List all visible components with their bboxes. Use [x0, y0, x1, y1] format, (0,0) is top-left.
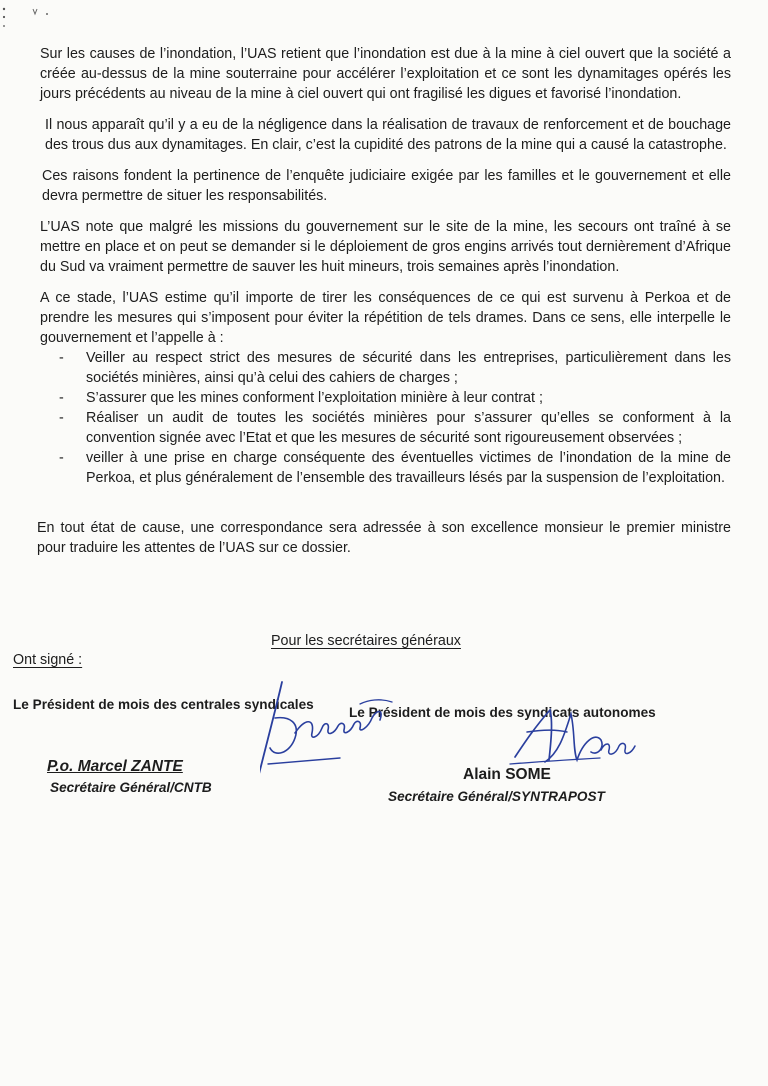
signed-label: Ont signé :: [13, 652, 83, 668]
for-secretaries-line: Pour les secrétaires généraux: [271, 633, 461, 649]
paragraph-closing: En tout état de cause, une correspondance sera adressée à son excellence monsieur le premier ministre pour traduire les attentes de l’UAS sur ce dossier.: [37, 520, 731, 556]
bullet-dash: -: [59, 450, 64, 466]
left-signer-role: Secrétaire Général/CNTB: [50, 780, 212, 795]
list-item: [59, 348, 731, 388]
right-signatory-title: [349, 705, 656, 720]
left-handwritten-signature: [260, 678, 410, 788]
paragraph-flood-causes: Sur les causes de l’inondation, l’UAS retient que l’inondation est due à la mine à ciel ouvert que la société a créée au-dessus de la mine souterraine pour accélérer l’exploitation et ce sont les dynamitages opérés les jours précédents au niveau de la mine à ciel ouvert qui ont fragilisé les digues et favorisé l’inondation.: [40, 46, 731, 102]
list-item-text: Veiller au respect strict des mesures de sécurité dans les entreprises, particulièrement dans les sociétés minières, ainsi qu’à celui des cahiers de charges ;: [86, 350, 731, 386]
list-item-text: veiller à une prise en charge conséquente des éventuelles victimes de l’inondation de la mine de Perkoa, et plus généralement de l’ensemble des travailleurs lésés par la suspension de l’exploitation.: [86, 450, 731, 486]
bullet-dash: -: [59, 390, 64, 406]
list-item: [59, 448, 731, 488]
right-signer-role: Secrétaire Général/SYNTRAPOST: [388, 789, 605, 804]
scan-specks: [0, 0, 60, 30]
left-president-title: Le Président de mois des centrales syndicales: [13, 697, 314, 712]
bullet-dash: -: [59, 350, 64, 366]
paragraph-demands-intro: A ce stade, l’UAS estime qu’il importe de tirer les conséquences de ce qui est survenu à Perkoa et de prendre les mesures qui s’imposent pour éviter la répétition de tels drames. Dans ce sens, elle interpelle le gouvernement et l’appelle à :: [40, 290, 731, 346]
paragraph-rescue-delay: L’UAS note que malgré les missions du gouvernement sur le site de la mine, les secours ont traîné à se mettre en place et on peut se demander si le déploiement de gros engins arrivés tout dernièrement d’Afrique du Sud va vraiment permettre de sauver les huit mineurs, trois semaines après l’inondation.: [40, 219, 731, 275]
demands-list: [37, 348, 731, 488]
paragraph-judicial-inquiry: Ces raisons fondent la pertinence de l’enquête judiciaire exigée par les familles et le gouvernement et elle devra permettre de situer les responsabilités.: [42, 168, 731, 204]
bullet-dash: -: [59, 410, 64, 426]
paragraph-negligence: Il nous apparaît qu’il y a eu de la négligence dans la réalisation de travaux de renforcement et de bouchage des trous dus aux dynamitages. En clair, c’est la cupidité des patrons de la mine qui a causé la catastrophe.: [45, 117, 731, 153]
left-signer-name: P.o. Marcel ZANTE: [47, 758, 183, 775]
right-president-title: Le Président de mois des syndicats autonomes: [349, 705, 656, 720]
list-item: [59, 388, 731, 408]
list-item: [59, 408, 731, 448]
letter-body: [37, 44, 731, 558]
left-signatory-title: [13, 697, 314, 712]
list-item-text: S’assurer que les mines conforment l’exploitation minière à leur contrat ;: [86, 390, 543, 406]
right-signer-name: Alain SOME: [463, 766, 551, 783]
list-item-text: Réaliser un audit de toutes les sociétés minières pour s’assurer qu’elles se conforment à la convention signée avec l’Etat et que les mesures de sécurité sont rigoureusement observées ;: [86, 410, 731, 446]
